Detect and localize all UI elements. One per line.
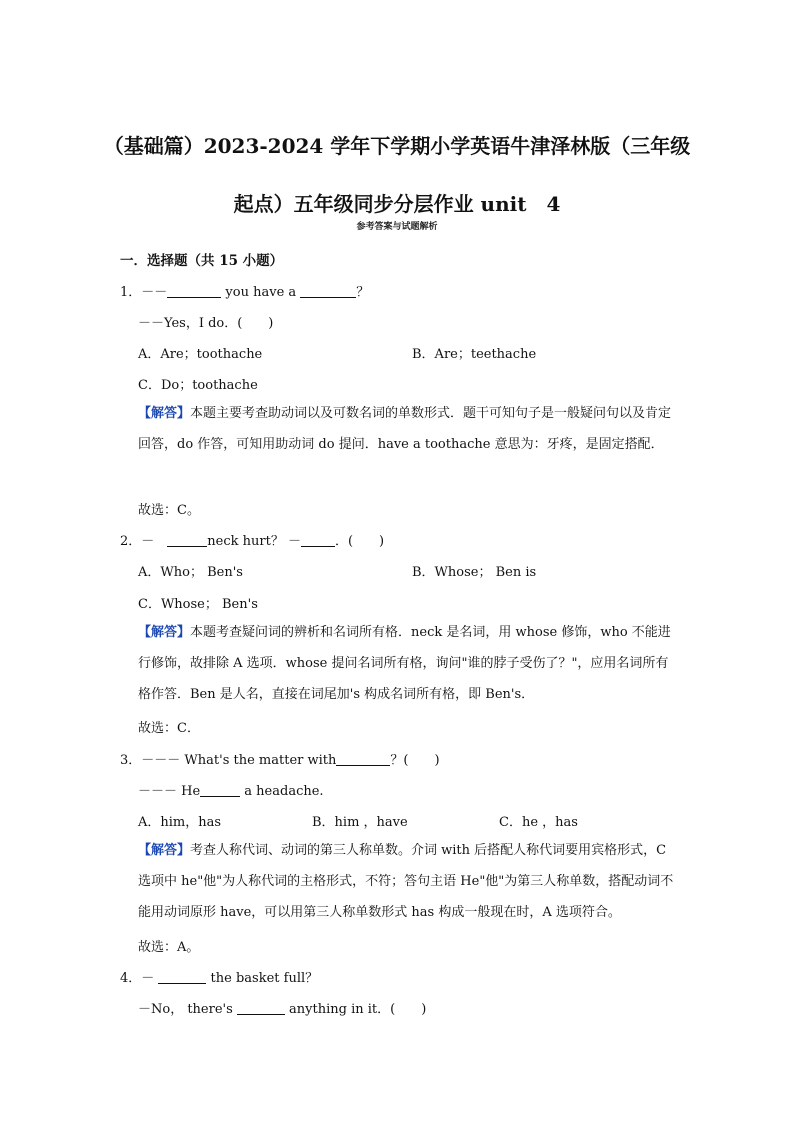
answer-blank: [167, 534, 207, 547]
question-3-line-2: －－－ He a headache.: [138, 784, 324, 799]
question-2-option-b: B．Whose； Ben is: [412, 565, 537, 580]
title-line-1: （基础篇）2023-2024 学年下学期小学英语牛津泽林版（三年级: [103, 134, 691, 158]
question-1-option-c: C．Do；toothache: [138, 378, 258, 393]
answer-blank: [167, 285, 221, 298]
question-1-result: 故选：C。: [138, 503, 200, 518]
document-title: [100, 117, 694, 233]
answer-blank: [158, 971, 206, 984]
analysis-tag: 【解答】: [138, 625, 191, 640]
question-number: 2．: [120, 534, 142, 549]
question-number: 4．: [120, 971, 142, 986]
question-3-line-1: 3．－－－ What's the matter with ？( ): [120, 753, 440, 768]
answer-blank: [301, 534, 335, 547]
question-2-result: 故选：C．: [138, 721, 200, 736]
question-1-option-b: B．Are；teethache: [412, 347, 537, 362]
question-3-option-c: C．he ，has: [499, 815, 578, 830]
question-2-option-a: A．Who； Ben's: [138, 565, 243, 580]
question-1-line-2: －－Yes，I do．( ): [138, 316, 274, 331]
question-1-option-a: A．Are；toothache: [138, 347, 263, 362]
question-2-analysis: 【解答】本题考查疑问词的辨析和名词所有格．neck 是名词，用 whose 修饰，who 不能进行修饰，故排除 A 选项．whose 提问名词所有格，询问"谁的脖子受伤了？"，应用名词所有格作答．Ben 是人名，直接在词尾加's 构成名词所有格，即 Ben's．: [138, 625, 671, 702]
title-line-2: 起点）五年级同步分层作业 unit 4: [233, 192, 561, 216]
question-number: 1．: [120, 285, 142, 300]
question-3-option-b: B．him ，have: [312, 815, 408, 830]
question-3-result: 故选：A。: [138, 940, 200, 955]
document-subtitle: 参考答案与试题解析: [356, 222, 438, 232]
answer-blank: [237, 1002, 285, 1015]
answer-blank: [336, 753, 390, 766]
question-3-option-a: A．him，has: [138, 815, 222, 830]
answer-blank: [200, 784, 240, 797]
question-2-option-c: C．Whose； Ben's: [138, 597, 258, 612]
section-heading: 一．选择题（共 15 小题）: [120, 253, 284, 269]
question-1-analysis: 【解答】本题主要考查助动词以及可数名词的单数形式．题干可知句子是一般疑问句以及肯定回答，do 作答，可知用助动词 do 提问．have a toothache 意思为：牙疼，是固定搭配．: [138, 406, 672, 452]
question-3-analysis: 【解答】考查人称代词、动词的第三人称单数。介词 with 后搭配人称代词要用宾格形式，C 选项中 he"他"为人称代词的主格形式，不符；答句主语 He"他"为第三人称单数，搭配动词不能用动词原形 have，可以用第三人称单数形式 has 构成一般现在时，A 选项符合。: [138, 843, 674, 920]
question-4-line-1: 4．－ the basket full？: [120, 971, 319, 986]
analysis-tag: 【解答】: [138, 843, 191, 858]
answer-blank: [300, 285, 356, 298]
question-2-line-1: 2．－ neck hurt？ － ．( ): [120, 534, 385, 549]
question-4-line-2: －No， there's anything in it．( ): [138, 1002, 427, 1017]
question-number: 3．: [120, 753, 142, 768]
question-1-line-1: 1．－－ you have a ？: [120, 285, 370, 300]
analysis-tag: 【解答】: [138, 406, 191, 421]
